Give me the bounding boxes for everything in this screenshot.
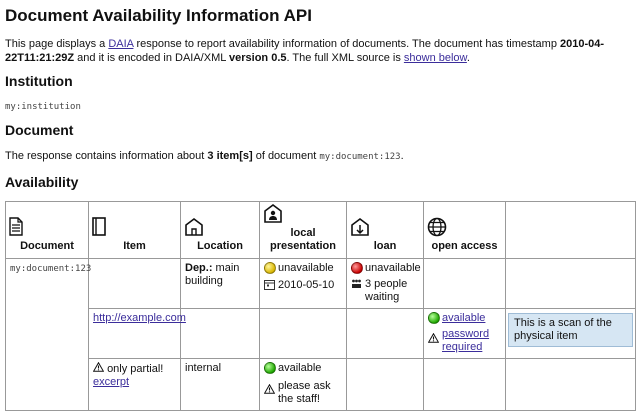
message-cell xyxy=(506,359,636,411)
document-heading: Document xyxy=(5,122,74,138)
summary-text: of document xyxy=(252,150,320,162)
summary-text: The response contains information about xyxy=(5,150,208,162)
department-label: Dep.: xyxy=(185,262,213,274)
location-name: main building xyxy=(185,262,240,287)
warning-icon xyxy=(428,328,442,347)
intro-paragraph xyxy=(5,37,625,65)
institution-heading: Institution xyxy=(5,73,73,89)
table-row xyxy=(6,259,636,309)
document-summary xyxy=(5,149,625,164)
warning-icon xyxy=(264,380,278,398)
item-cell xyxy=(89,359,181,411)
presentation-status: unavailable xyxy=(278,262,334,274)
presentation-cell xyxy=(260,309,347,359)
table-row xyxy=(6,359,636,411)
table-header-row xyxy=(6,202,636,259)
column-label: local presentation xyxy=(269,227,336,252)
location-cell xyxy=(181,309,260,359)
column-loan xyxy=(347,202,424,259)
warning-icon xyxy=(93,363,107,375)
timestamp: 2010-04-22T11:21:29Z xyxy=(5,38,605,64)
document-id: my:document:123 xyxy=(319,152,401,162)
calendar-icon xyxy=(264,279,278,294)
column-label: open access xyxy=(431,240,498,252)
location-name: internal xyxy=(185,362,222,374)
availability-heading: Availability xyxy=(5,174,79,190)
daia-link[interactable]: DAIA xyxy=(108,38,134,50)
status-green-icon xyxy=(264,362,276,374)
item-count: 3 item[s] xyxy=(207,150,253,162)
book-icon xyxy=(92,217,177,237)
column-openaccess xyxy=(424,202,506,259)
people-queue-icon xyxy=(351,278,365,293)
column-item xyxy=(89,202,181,259)
column-label: loan xyxy=(373,240,397,252)
table-row xyxy=(6,309,636,359)
intro-text: . The full XML source is xyxy=(286,52,404,64)
loan-cell xyxy=(347,309,424,359)
institution-id: my:institution xyxy=(5,102,81,112)
openaccess-cell xyxy=(424,359,506,411)
column-label: Location xyxy=(197,240,243,252)
loan-queue: 3 people waiting xyxy=(365,278,408,303)
loan-status: unavailable xyxy=(365,262,421,274)
message-cell xyxy=(506,309,636,359)
openaccess-cell xyxy=(424,309,506,359)
column-label: Item xyxy=(123,240,146,252)
location-cell xyxy=(181,259,260,309)
presentation-note: please ask the staff! xyxy=(278,380,331,405)
column-document xyxy=(6,202,89,259)
presentation-icon xyxy=(263,204,343,224)
intro-text: and it is encoded in DAIA/XML xyxy=(74,52,230,64)
presentation-cell xyxy=(260,359,347,411)
xml-source-link[interactable]: shown below xyxy=(403,52,467,64)
page-title: Document Availability Information API xyxy=(5,6,312,25)
presentation-date: 2010-05-10 xyxy=(278,279,335,291)
document-id: my:document:123 xyxy=(10,264,92,274)
loan-icon xyxy=(350,217,420,237)
intro-text: response to report availability information of documents. The document has timestamp xyxy=(133,38,560,50)
document-cell xyxy=(6,259,92,411)
availability-table xyxy=(5,201,636,411)
presentation-status: available xyxy=(278,362,322,374)
loan-cell xyxy=(347,259,424,309)
intro-text: . xyxy=(466,52,470,64)
item-warning: only partial! xyxy=(107,363,164,375)
globe-icon xyxy=(427,217,502,237)
openaccess-cell xyxy=(424,259,506,309)
document-icon xyxy=(9,217,85,237)
version: version 0.5 xyxy=(229,52,287,64)
openaccess-available-link[interactable]: available xyxy=(442,312,486,324)
password-required-link[interactable]: password required xyxy=(442,328,490,353)
house-icon xyxy=(184,217,256,237)
column-label: Document xyxy=(20,240,74,252)
item-cell xyxy=(89,309,186,359)
column-message xyxy=(506,202,636,259)
location-cell xyxy=(181,359,260,411)
presentation-cell xyxy=(260,259,347,309)
loan-cell xyxy=(347,359,424,411)
column-location xyxy=(181,202,260,259)
excerpt-link[interactable]: excerpt xyxy=(93,376,130,388)
item-cell xyxy=(89,259,181,309)
scan-message: This is a scan of the physical item xyxy=(508,313,633,347)
summary-text: . xyxy=(400,150,404,162)
column-presentation xyxy=(260,202,347,259)
intro-text: This page displays a xyxy=(5,38,109,50)
item-link[interactable]: http://example.com xyxy=(93,312,186,324)
message-cell xyxy=(506,259,636,309)
status-yellow-icon xyxy=(264,262,276,274)
status-green-icon xyxy=(428,312,440,324)
status-red-icon xyxy=(351,262,363,274)
